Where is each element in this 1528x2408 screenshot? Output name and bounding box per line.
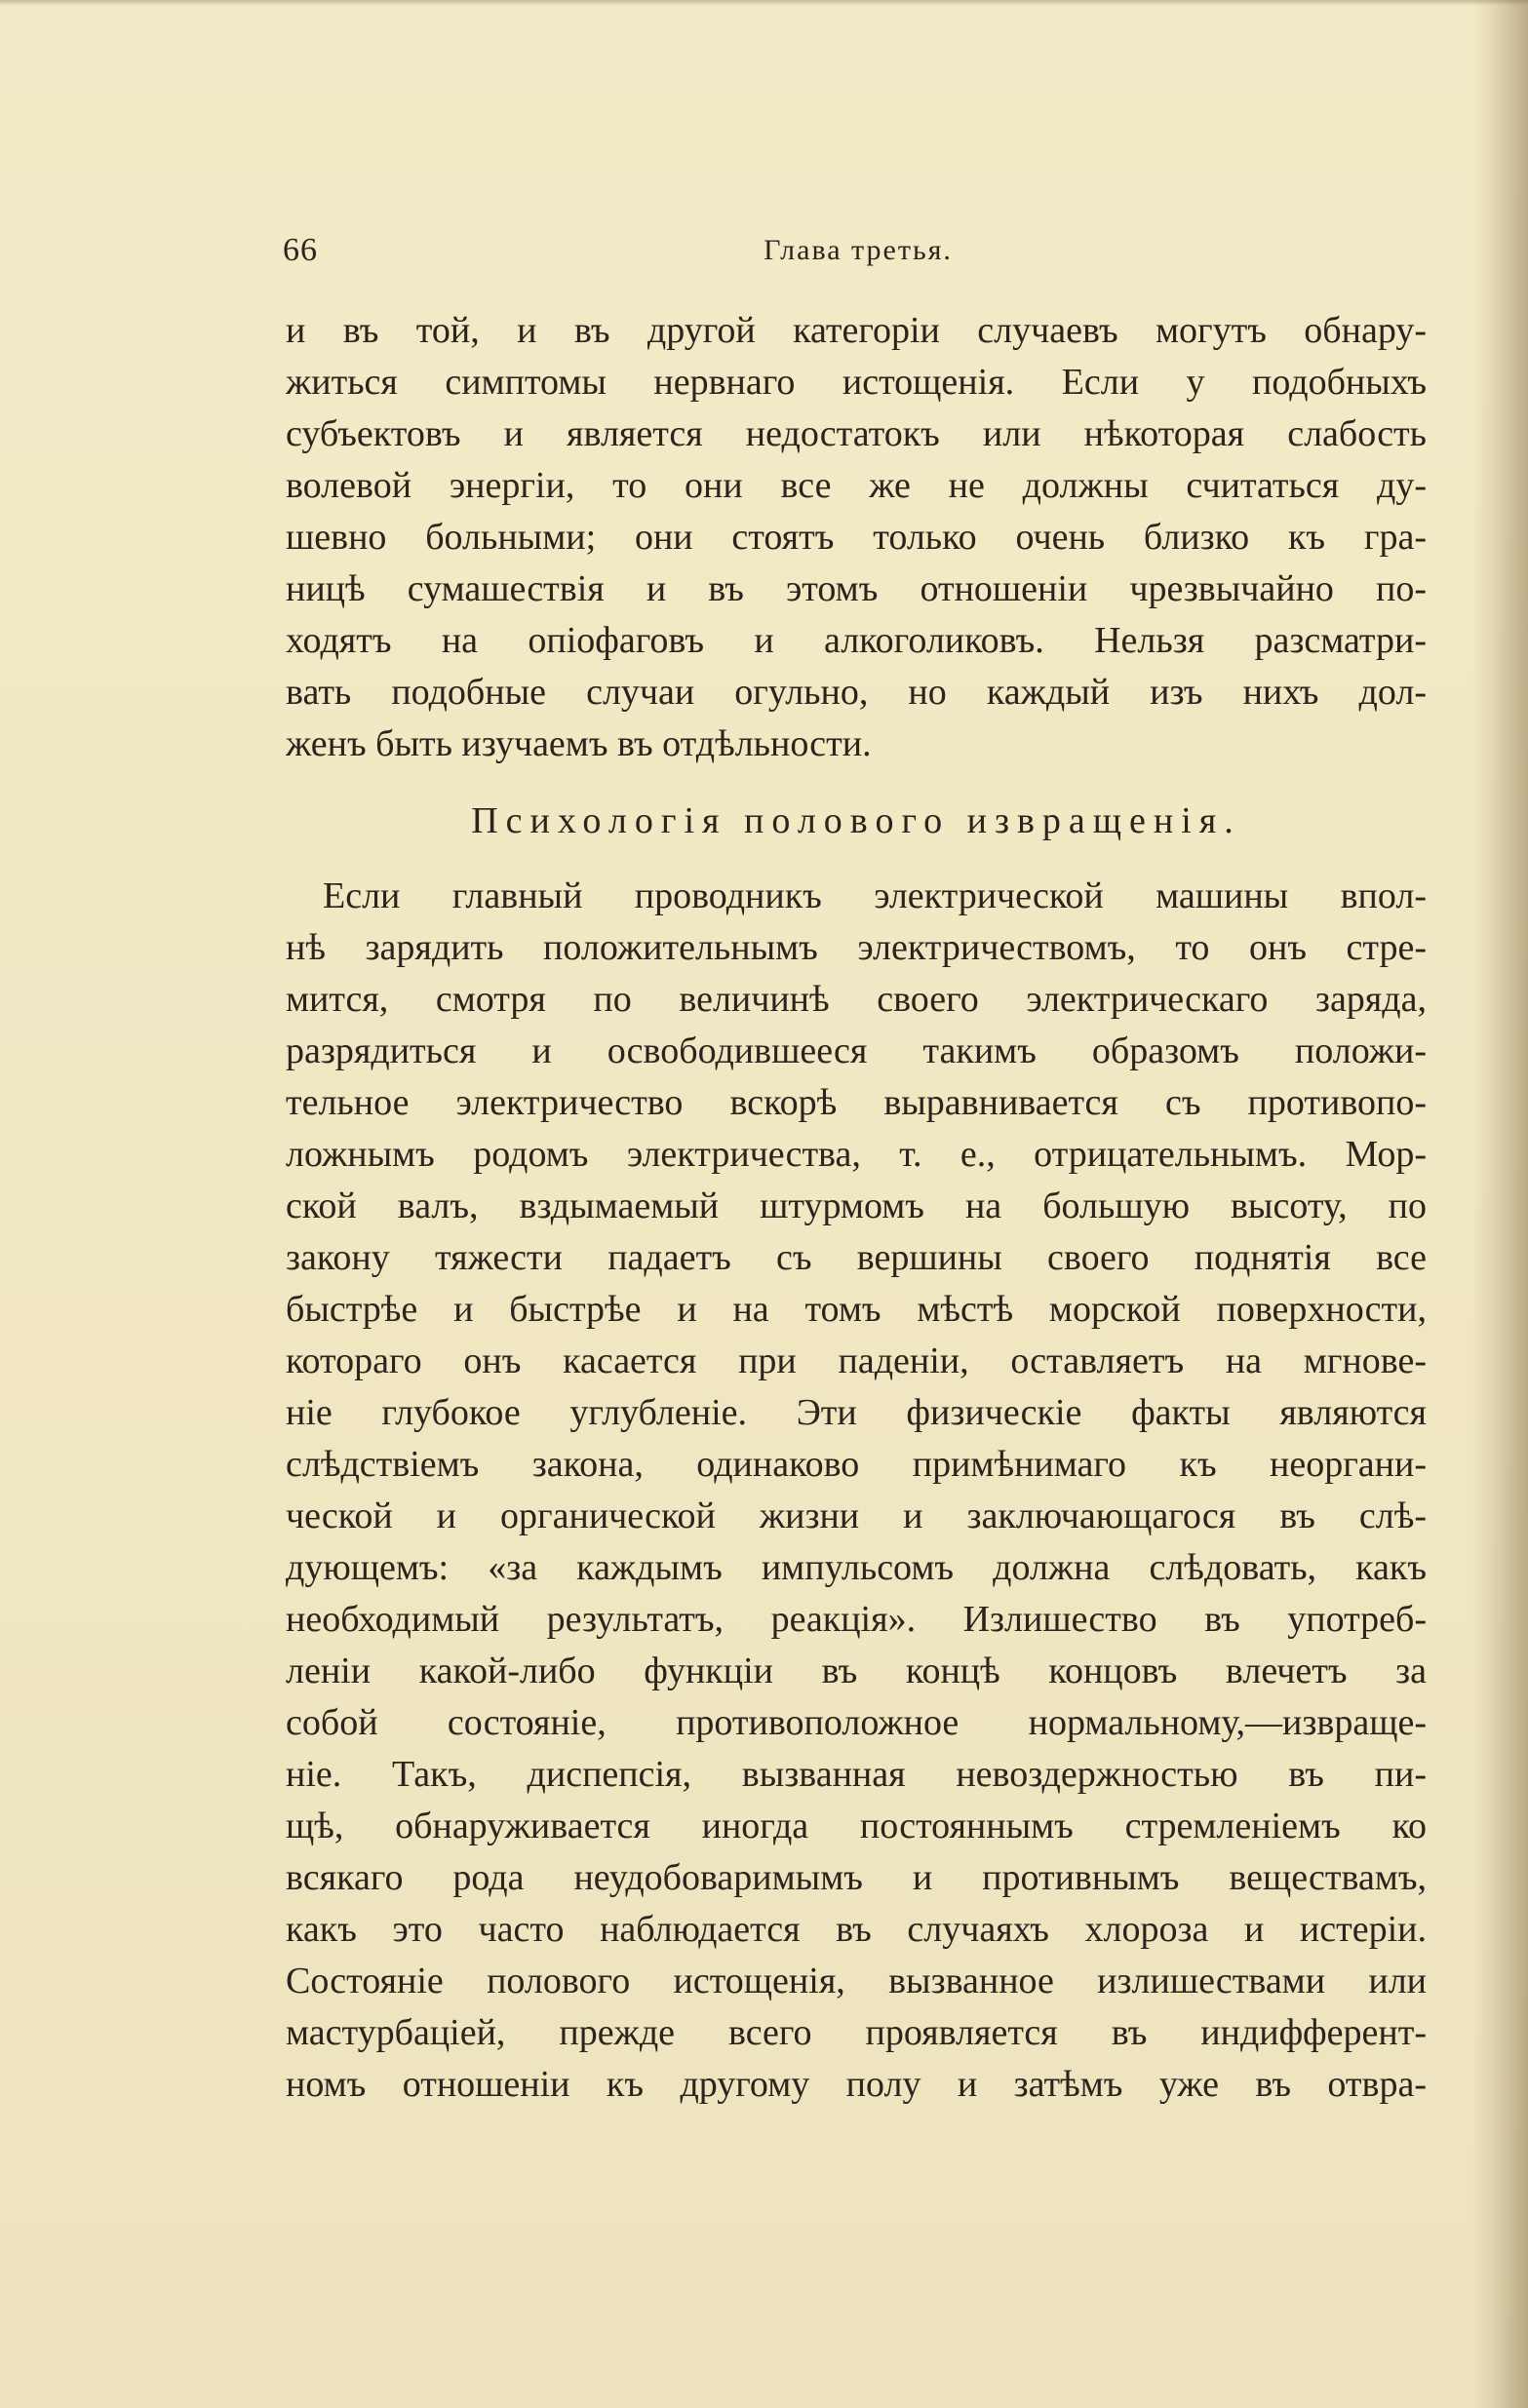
text-line: тельное электричество вскорѣ выравнивается съ противопо- bbox=[286, 1082, 1427, 1123]
text-line: номъ отношеніи къ другому полу и затѣмъ уже въ отвра- bbox=[286, 2064, 1427, 2105]
text-line: щѣ, обнаруживается иногда постояннымъ стремленіемъ ко bbox=[286, 1806, 1427, 1846]
text-line: слѣдствіемъ закона, одинаково примѣнимаго къ неоргани- bbox=[286, 1444, 1427, 1485]
text-line: нѣ зарядить положительнымъ электричествомъ, то онъ стре- bbox=[286, 927, 1427, 968]
text-line: шевно больными; они стоятъ только очень близко къ гра- bbox=[286, 517, 1427, 558]
text-line: житься симптомы нервнаго истощенія. Если у подобныхъ bbox=[286, 362, 1427, 403]
text-line: ніе. Такъ, диспепсія, вызванная невоздержностью въ пи- bbox=[286, 1754, 1427, 1795]
text-line: быстрѣе и быстрѣе и на томъ мѣстѣ морской поверхности, bbox=[286, 1289, 1427, 1330]
text-block bbox=[286, 305, 1427, 2111]
running-head: Глава третья. bbox=[764, 234, 953, 266]
page-top-edge bbox=[0, 0, 1528, 6]
text-line: собой состояніе, противоположное нормальному,—извраще- bbox=[286, 1702, 1427, 1743]
text-line: волевой энергіи, то они все же не должны считаться ду- bbox=[286, 465, 1427, 506]
page-header bbox=[283, 226, 1433, 275]
text-line: дующемъ: «за каждымъ импульсомъ должна слѣдовать, какъ bbox=[286, 1547, 1427, 1588]
text-line: всякаго рода неудобоваримымъ и противнымъ веществамъ, bbox=[286, 1857, 1427, 1898]
text-line: ніе глубокое углубленіе. Эти физическіе факты являются bbox=[286, 1392, 1427, 1433]
text-line: женъ быть изучаемъ въ отдѣльности. bbox=[286, 723, 872, 764]
text-line: ческой и органической жизни и заключающагося въ слѣ- bbox=[286, 1495, 1427, 1536]
text-line: котораго онъ касается при паденіи, оставляетъ на мгнове- bbox=[286, 1340, 1427, 1381]
paragraph-continued bbox=[286, 305, 1427, 770]
text-line: ложнымъ родомъ электричества, т. е., отрицательнымъ. Мор- bbox=[286, 1134, 1427, 1175]
text-line: мастурбаціей, прежде всего проявляется въ индифферент- bbox=[286, 2012, 1427, 2053]
text-line: субъектовъ и является недостатокъ или нѣкоторая слабость bbox=[286, 413, 1427, 454]
text-line-indented: Если главный проводникъ электрической машины впол- bbox=[323, 875, 1427, 916]
text-line: необходимый результатъ, реакція». Излишество въ употреб- bbox=[286, 1599, 1427, 1640]
text-line: ходятъ на опіофаговъ и алкоголиковъ. Нельзя разсматри- bbox=[286, 620, 1427, 661]
text-line: ницѣ сумашествія и въ этомъ отношеніи чрезвычайно по- bbox=[286, 568, 1427, 609]
text-line: Состояніе полового истощенія, вызванное излишествами или bbox=[286, 1961, 1427, 2001]
text-line: и въ той, и въ другой категоріи случаевъ могутъ обнару- bbox=[286, 310, 1427, 351]
page-number: 66 bbox=[283, 232, 318, 268]
text-line: мится, смотря по величинѣ своего электрическаго заряда, bbox=[286, 979, 1427, 1020]
text-line: леніи какой-либо функціи въ концѣ концовъ влечетъ за bbox=[286, 1651, 1427, 1691]
paragraph-main bbox=[286, 871, 1427, 2111]
text-line: ской валъ, вздымаемый штурмомъ на большую высоту, по bbox=[286, 1185, 1427, 1226]
text-line: разрядиться и освободившееся такимъ образомъ положи- bbox=[286, 1030, 1427, 1071]
text-line: какъ это часто наблюдается въ случаяхъ хлороза и истеріи. bbox=[286, 1909, 1427, 1950]
text-line: вать подобные случаи огульно, но каждый изъ нихъ дол- bbox=[286, 672, 1427, 713]
text-line: закону тяжести падаетъ съ вершины своего поднятія все bbox=[286, 1237, 1427, 1278]
section-heading: Психологія полового извращенія. bbox=[471, 800, 1241, 841]
